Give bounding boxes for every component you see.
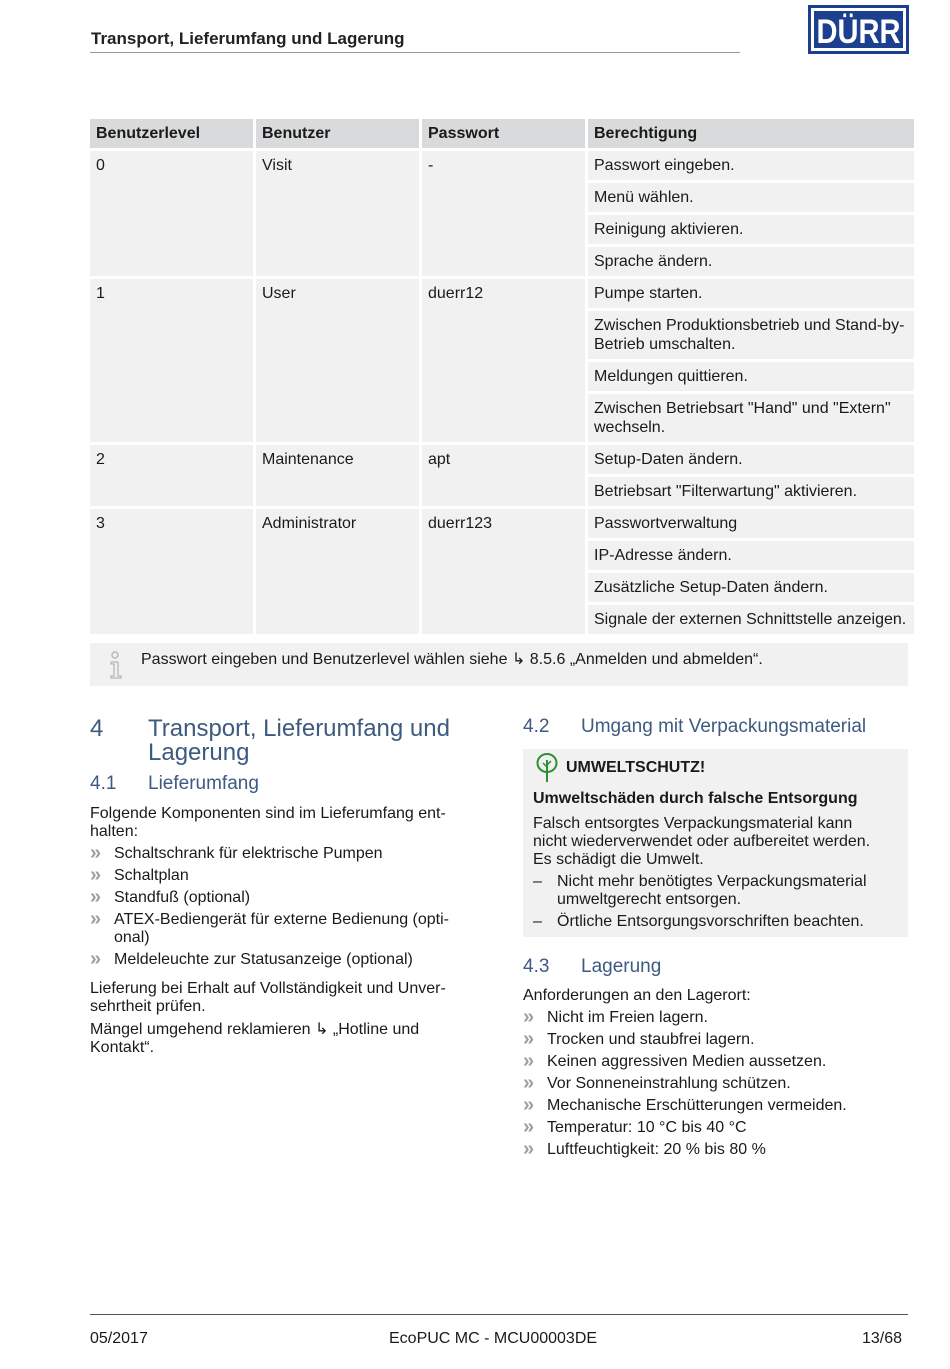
chapter-number: 4 — [90, 715, 104, 742]
cell-permission: Sprache ändern. — [588, 247, 914, 276]
chapter-title-line2: Lagerung — [148, 739, 250, 766]
cell-permission: Reinigung aktivieren. — [588, 215, 914, 244]
environment-text-line2: nicht wiederverwendet oder aufbereitet werden. — [533, 833, 871, 850]
cell-user: Visit — [256, 151, 419, 276]
bullet-icon: » — [90, 908, 102, 930]
column-header-permission: Berechtigung — [588, 119, 914, 148]
durr-logo — [808, 5, 909, 54]
list-item: » ATEX-Bediengerät für externe Bedienung (opti- — [90, 908, 450, 930]
cell-permission: Zwischen Produktionsbetrieb und Stand-by-Betrieb umschalten. — [588, 311, 914, 359]
bullet-icon: » — [523, 1006, 535, 1028]
list-item: » Temperatur: 10 °C bis 40 °C — [523, 1116, 747, 1138]
environment-text-line1: Falsch entsorgtes Verpackungsmaterial kann — [533, 815, 853, 832]
environment-label: UMWELTSCHUTZ! — [566, 759, 706, 776]
section-title-4-1: Lieferumfang — [148, 773, 259, 794]
footer-page-number: 13/68 — [862, 1330, 903, 1347]
action-dash-icon: – — [533, 873, 542, 890]
list-item: » Keinen aggressiven Medien aussetzen. — [523, 1050, 827, 1072]
cell-password: apt — [422, 445, 585, 506]
cell-password: duerr12 — [422, 279, 585, 442]
note-link[interactable]: 8.5.6 „Anmelden und abmelden“. — [529, 651, 763, 668]
list-item: » Schaltplan — [90, 864, 189, 886]
footer-document: EcoPUC MC - MCU00003DE — [389, 1330, 598, 1347]
cell-password: - — [422, 151, 585, 276]
section-number-4-2: 4.2 — [523, 716, 550, 737]
table-row — [90, 151, 914, 180]
info-icon — [105, 650, 127, 680]
cross-reference-icon: ↳ — [315, 1021, 329, 1038]
check-line1: Lieferung bei Erhalt auf Vollständigkeit und Unver- — [90, 980, 446, 997]
bullet-icon: » — [90, 864, 102, 886]
cell-permission: Pumpe starten. — [588, 279, 914, 308]
table-header-row — [90, 119, 914, 148]
header-rule — [90, 52, 740, 53]
hotline-link[interactable]: „Hotline und — [332, 1021, 420, 1038]
list-item: » Schaltschrank für elektrische Pumpen — [90, 842, 383, 864]
bullet-icon: » — [90, 886, 102, 908]
table-row — [90, 445, 914, 474]
footer-rule — [90, 1314, 908, 1315]
list-item-continuation: onal) — [114, 929, 150, 946]
column-header-user: Benutzer — [256, 119, 419, 148]
tree-icon — [535, 753, 559, 783]
hotline-link-cont[interactable]: Kontakt“. — [90, 1039, 155, 1056]
cell-level: 1 — [90, 279, 253, 442]
environment-heading: Umweltschäden durch falsche Entsorgung — [533, 790, 858, 807]
cell-password: duerr123 — [422, 509, 585, 634]
cell-permission: IP-Adresse ändern. — [588, 541, 914, 570]
list-item: » Luftfeuchtigkeit: 20 % bis 80 % — [523, 1138, 766, 1160]
cell-permission: Zusätzliche Setup-Daten ändern. — [588, 573, 914, 602]
action-item-line1: Örtliche Entsorgungsvorschriften beachten. — [557, 913, 864, 930]
cell-user: User — [256, 279, 419, 442]
cell-permission: Betriebsart "Filterwartung" aktivieren. — [588, 477, 914, 506]
list-item: » Trocken und staubfrei lagern. — [523, 1028, 755, 1050]
column-header-password: Passwort — [422, 119, 585, 148]
action-dash-icon: – — [533, 913, 542, 930]
cell-level: 3 — [90, 509, 253, 634]
section-title-4-3: Lagerung — [581, 956, 662, 977]
check-line2: sehrtheit prüfen. — [90, 998, 206, 1015]
intro-line1: Folgende Komponenten sind im Lieferumfang ent- — [90, 805, 446, 822]
footer-date: 05/2017 — [90, 1330, 148, 1347]
bullet-icon: » — [523, 1072, 535, 1094]
list-item: » Mechanische Erschütterungen vermeiden. — [523, 1094, 847, 1116]
cell-permission: Setup-Daten ändern. — [588, 445, 914, 474]
bullet-icon: » — [90, 948, 102, 970]
bullet-icon: » — [90, 842, 102, 864]
list-item: » Vor Sonneneinstrahlung schützen. — [523, 1072, 791, 1094]
table-row — [90, 509, 914, 538]
bullet-icon: » — [523, 1050, 535, 1072]
bullet-icon: » — [523, 1094, 535, 1116]
cell-permission: Zwischen Betriebsart "Hand" und "Extern" wechseln. — [588, 394, 914, 442]
table-row — [90, 279, 914, 308]
cell-permission: Menü wählen. — [588, 183, 914, 212]
info-note-text — [141, 650, 763, 669]
cell-permission: Passwort eingeben. — [588, 151, 914, 180]
cross-reference-icon: ↳ — [511, 651, 526, 668]
list-item: » Standfuß (optional) — [90, 886, 251, 908]
chapter-title-line1: Transport, Lieferumfang und — [148, 715, 450, 742]
complaint-line1: Mängel umgehend reklamieren ↳ „Hotline und — [90, 1021, 420, 1038]
cell-user: Maintenance — [256, 445, 419, 506]
column-header-level: Benutzerlevel — [90, 119, 253, 148]
running-header-title: Transport, Lieferumfang und Lagerung — [91, 29, 405, 48]
bullet-icon: » — [523, 1028, 535, 1050]
storage-intro: Anforderungen an den Lagerort: — [523, 987, 751, 1004]
section-number-4-3: 4.3 — [523, 956, 550, 977]
cell-user: Administrator — [256, 509, 419, 634]
cell-level: 0 — [90, 151, 253, 276]
logo-text: DÜRR — [816, 13, 901, 51]
bullet-icon: » — [523, 1116, 535, 1138]
bullet-icon: » — [523, 1138, 535, 1160]
cell-permission: Signale der externen Schnittstelle anzeigen. — [588, 605, 914, 634]
section-number-4-1: 4.1 — [90, 773, 117, 794]
intro-line2: halten: — [90, 823, 139, 840]
list-item: » Meldeleuchte zur Statusanzeige (optional) — [90, 948, 413, 970]
environment-text-line3: Es schädigt die Umwelt. — [533, 851, 704, 868]
list-item: » Nicht im Freien lagern. — [523, 1006, 708, 1028]
user-level-table — [87, 116, 917, 637]
cell-permission: Meldungen quittieren. — [588, 362, 914, 391]
note-text-before: Passwort eingeben und Benutzerlevel wählen siehe — [141, 651, 508, 668]
cell-level: 2 — [90, 445, 253, 506]
section-title-4-2: Umgang mit Verpackungsmaterial — [581, 716, 867, 737]
cell-permission: Passwortverwaltung — [588, 509, 914, 538]
action-item-line2: umweltgerecht entsorgen. — [557, 891, 742, 908]
action-item-line1: Nicht mehr benötigtes Verpackungsmaterial — [557, 873, 867, 890]
